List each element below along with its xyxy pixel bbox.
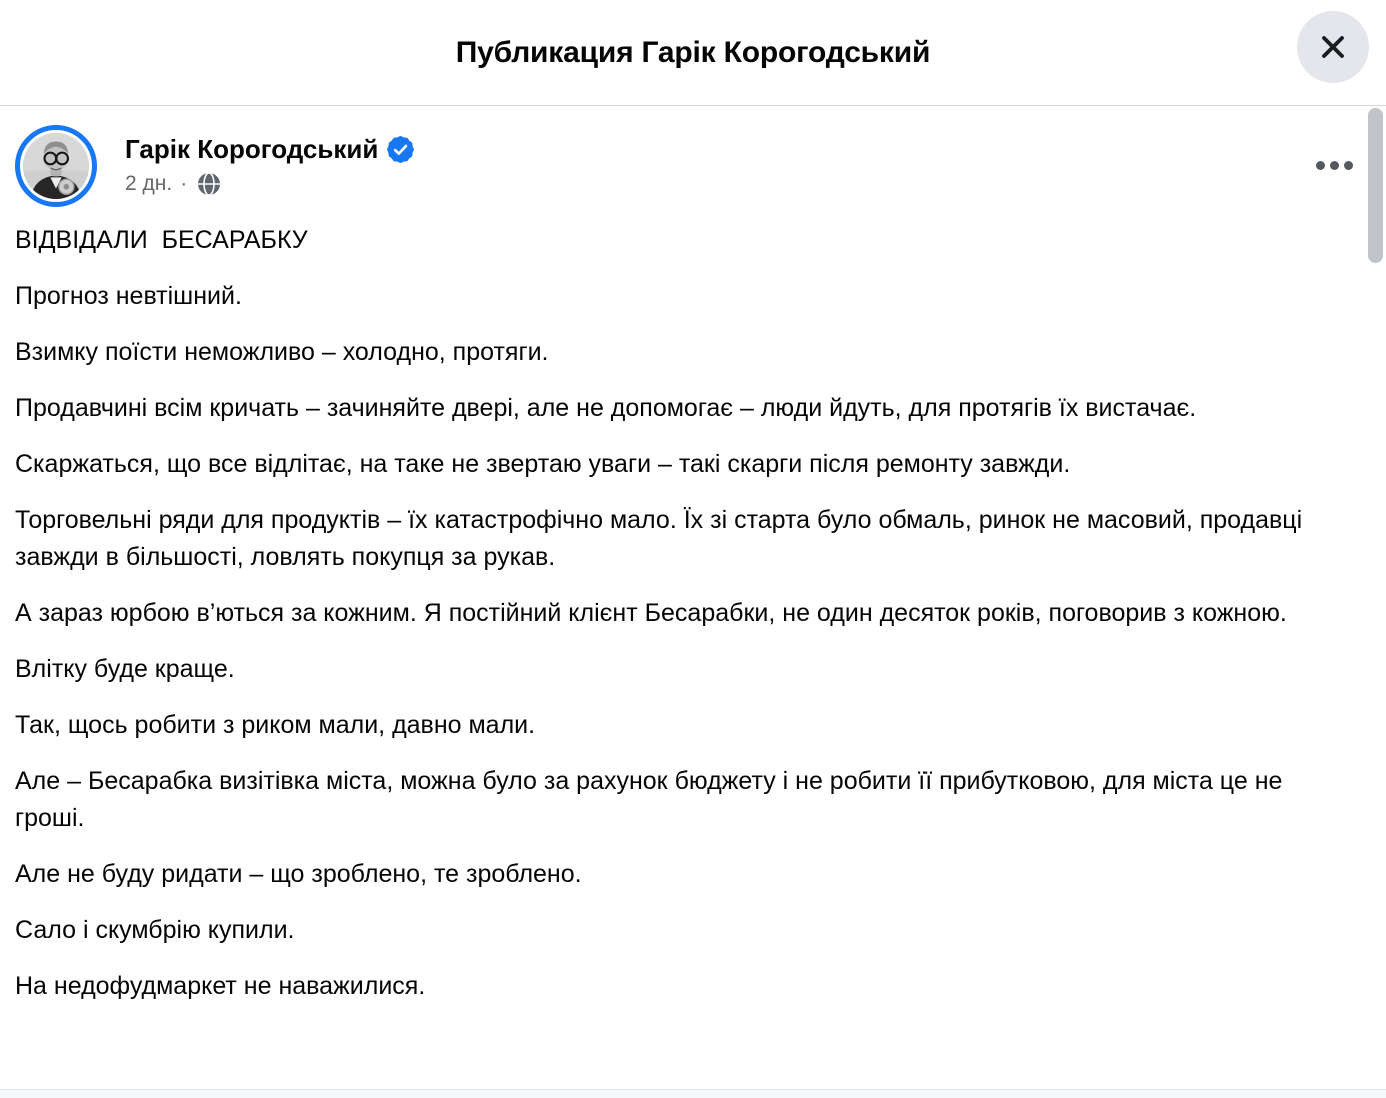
modal-title: Публикация Гарік Корогодський (455, 35, 931, 69)
timestamp[interactable]: 2 дн. (125, 172, 173, 195)
close-button[interactable] (1297, 11, 1369, 83)
post-body (0, 207, 1386, 1005)
post-paragraph: На недофудмаркет не наважилися. (15, 972, 426, 1000)
ellipsis-icon (1316, 161, 1325, 170)
avatar-photo (23, 133, 89, 199)
post-paragraph: Торговельні ряди для продуктів – їх катастрофічно мало. Їх зі старта було обмаль, ринок не масовий, продавці завжди в більшості, ловлять покупця за рукав. (15, 506, 1310, 571)
post-paragraph: Сало і скумбрію купили. (15, 916, 295, 944)
close-icon (1317, 31, 1349, 63)
post-paragraph: Взимку поїсти неможливо – холодно, протяги. (15, 338, 549, 366)
author-block (125, 133, 414, 197)
post-paragraph: ВІДВІДАЛИ БЕСАРАБКУ (15, 226, 308, 254)
author-name[interactable]: Гарік Корогодський (125, 134, 379, 164)
scrollbar-thumb[interactable] (1368, 108, 1383, 263)
audience-globe-icon (197, 172, 221, 196)
post-paragraph: Але не буду ридати – що зроблено, те зроблено. (15, 860, 582, 888)
post-paragraph: Але – Бесарабка визітівка міста, можна було за рахунок бюджету і не робити її прибутковою, для міста це не гроші. (15, 767, 1290, 832)
post-paragraph: Так, щось робити з риком мали, давно мали. (15, 711, 536, 739)
post-header (0, 105, 1386, 207)
avatar[interactable] (15, 125, 97, 207)
post-paragraph: А зараз юрбою в’ються за кожним. Я постійний клієнт Бесарабки, не один десяток років, поговорив з кожною. (15, 599, 1287, 627)
post-menu-button[interactable] (1312, 145, 1356, 185)
post-paragraph: Прогноз невтішний. (15, 282, 242, 310)
next-section-edge (0, 1089, 1386, 1098)
meta-separator: · (180, 172, 188, 195)
post-paragraph: Продавчині всім кричать – зачиняйте двері, але не допомогає – люди йдуть, для протягів їх вистачає. (15, 394, 1197, 422)
post-paragraph: Влітку буде краще. (15, 655, 235, 683)
post-paragraph: Скаржаться, що все відлітає, на таке не звертаю уваги – такі скарги після ремонту завжди. (15, 450, 1071, 478)
post-meta[interactable] (125, 171, 414, 197)
modal-header (0, 0, 1386, 105)
verified-badge-icon (387, 136, 414, 163)
